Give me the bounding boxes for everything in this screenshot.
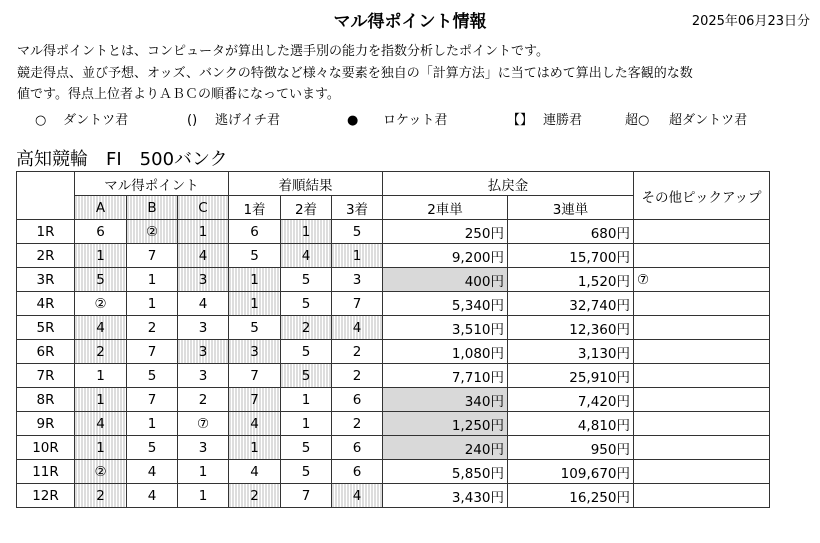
legend-label: 逃げイチ君 <box>215 113 281 128</box>
point-cell: 1 <box>75 364 127 388</box>
page-title: マル得ポイント情報 <box>333 12 487 32</box>
col-header-third: 3着 <box>332 196 383 220</box>
trifecta-payout-cell: 950円 <box>508 436 634 460</box>
finish-cell: 3 <box>229 340 281 364</box>
race-cell: 8R <box>17 388 75 412</box>
race-cell: 10R <box>17 436 75 460</box>
trifecta-payout-cell: 1,520円 <box>508 268 634 292</box>
table-row <box>17 292 770 316</box>
finish-cell: 4 <box>332 316 383 340</box>
point-cell: 1 <box>127 412 178 436</box>
exacta-payout-cell: 7,710円 <box>383 364 508 388</box>
finish-cell: 7 <box>229 364 281 388</box>
finish-cell: 2 <box>332 412 383 436</box>
pickup-cell <box>634 244 770 268</box>
exacta-payout-cell: 1,250円 <box>383 412 508 436</box>
col-header-trifecta: 3連単 <box>508 196 634 220</box>
pickup-cell: ⑦ <box>634 268 770 292</box>
race-cell: 11R <box>17 460 75 484</box>
col-header-second: 2着 <box>281 196 332 220</box>
finish-cell: 2 <box>281 316 332 340</box>
legend-label: ロケット君 <box>383 113 448 128</box>
table-row <box>17 484 770 508</box>
race-cell: 9R <box>17 412 75 436</box>
finish-cell: 3 <box>332 268 383 292</box>
race-cell: 12R <box>17 484 75 508</box>
legend-item-dantotsu <box>35 109 187 128</box>
exacta-payout-cell: 250円 <box>383 220 508 244</box>
finish-cell: 1 <box>229 436 281 460</box>
point-cell: 1 <box>178 484 229 508</box>
finish-cell: 7 <box>229 388 281 412</box>
point-cell: ② <box>127 220 178 244</box>
pickup-header: その他ピックアップ <box>634 172 770 220</box>
finish-cell: 6 <box>332 388 383 412</box>
report-date: 2025年06月23日分 <box>691 14 810 29</box>
results-table <box>16 171 770 508</box>
point-cell: 4 <box>178 292 229 316</box>
point-cell: 3 <box>178 316 229 340</box>
legend-item-rocket <box>347 109 507 128</box>
finish-cell: 5 <box>229 244 281 268</box>
point-cell: ② <box>75 460 127 484</box>
point-cell: 5 <box>75 268 127 292</box>
table-row <box>17 244 770 268</box>
legend-label: 超ダントツ君 <box>669 113 748 128</box>
pickup-cell <box>634 460 770 484</box>
point-cell: 4 <box>178 244 229 268</box>
exacta-payout-cell: 5,850円 <box>383 460 508 484</box>
finish-cell: 2 <box>332 340 383 364</box>
pickup-cell <box>634 364 770 388</box>
finish-cell: 1 <box>281 412 332 436</box>
point-cell: 7 <box>127 388 178 412</box>
point-cell: 1 <box>178 220 229 244</box>
finish-cell: 1 <box>332 244 383 268</box>
trifecta-payout-cell: 7,420円 <box>508 388 634 412</box>
finish-cell: 5 <box>281 436 332 460</box>
finish-cell: 5 <box>229 316 281 340</box>
parentheses-icon: () <box>187 113 198 128</box>
point-cell: 4 <box>75 316 127 340</box>
point-cell: 4 <box>127 484 178 508</box>
point-cell: ⑦ <box>178 412 229 436</box>
finish-cell: 5 <box>281 292 332 316</box>
finish-cell: 1 <box>229 268 281 292</box>
point-cell: 1 <box>178 460 229 484</box>
point-cell: 2 <box>75 484 127 508</box>
point-cell: 3 <box>178 268 229 292</box>
circle-icon: ○ <box>35 113 47 128</box>
trifecta-payout-cell: 16,250円 <box>508 484 634 508</box>
venue-title: 高知競輪 FI 500バンク <box>16 149 228 170</box>
point-cell: 7 <box>127 244 178 268</box>
point-cell: ② <box>75 292 127 316</box>
finish-cell: 4 <box>229 460 281 484</box>
point-cell: 6 <box>75 220 127 244</box>
col-header-c: C <box>178 196 229 220</box>
point-cell: 5 <box>127 364 178 388</box>
race-cell: 5R <box>17 316 75 340</box>
point-cell: 1 <box>75 436 127 460</box>
legend-item-nige <box>187 109 347 128</box>
description <box>17 41 817 106</box>
trifecta-payout-cell: 25,910円 <box>508 364 634 388</box>
description-line: 値です。得点上位者よりＡＢＣの順番になっています。 <box>17 87 340 102</box>
finish-cell: 1 <box>281 220 332 244</box>
finish-cell: 5 <box>281 340 332 364</box>
point-cell: 5 <box>127 436 178 460</box>
payout-header: 払戻金 <box>383 172 634 196</box>
col-header-exacta: 2車単 <box>383 196 508 220</box>
exacta-payout-cell: 3,510円 <box>383 316 508 340</box>
race-cell: 4R <box>17 292 75 316</box>
legend-label: 連勝君 <box>543 113 583 128</box>
point-cell: 7 <box>127 340 178 364</box>
point-cell: 2 <box>127 316 178 340</box>
legend-item-rensho <box>507 109 625 128</box>
point-cell: 2 <box>178 388 229 412</box>
trifecta-payout-cell: 3,130円 <box>508 340 634 364</box>
table-row <box>17 364 770 388</box>
exacta-payout-cell: 3,430円 <box>383 484 508 508</box>
trifecta-payout-cell: 4,810円 <box>508 412 634 436</box>
table-row <box>17 220 770 244</box>
finish-cell: 5 <box>332 220 383 244</box>
finish-cell: 4 <box>332 484 383 508</box>
finish-cell: 4 <box>281 244 332 268</box>
filled-circle-icon: ● <box>347 113 359 128</box>
pickup-cell <box>634 220 770 244</box>
table-row <box>17 316 770 340</box>
description-line: 競走得点、並び予想、オッズ、バンクの特徴など様々な要素を独自の「計算方法」に当てはめて算出した客観的な数 <box>17 65 693 81</box>
race-header <box>17 172 75 220</box>
pickup-cell <box>634 412 770 436</box>
trifecta-payout-cell: 680円 <box>508 220 634 244</box>
race-cell: 3R <box>17 268 75 292</box>
exacta-payout-cell: 5,340円 <box>383 292 508 316</box>
finish-cell: 1 <box>229 292 281 316</box>
pickup-cell <box>634 388 770 412</box>
table-row <box>17 268 770 292</box>
table-row <box>17 388 770 412</box>
point-cell: 3 <box>178 436 229 460</box>
pickup-cell <box>634 340 770 364</box>
point-cell: 1 <box>75 244 127 268</box>
pickup-cell <box>634 436 770 460</box>
point-cell: 4 <box>75 412 127 436</box>
finish-cell: 5 <box>281 460 332 484</box>
pickup-cell <box>634 484 770 508</box>
col-header-b: B <box>127 196 178 220</box>
pickup-cell <box>634 292 770 316</box>
finish-cell: 7 <box>281 484 332 508</box>
finish-cell: 7 <box>332 292 383 316</box>
finish-cell: 1 <box>281 388 332 412</box>
pickup-cell <box>634 316 770 340</box>
legend-item-super <box>625 109 747 128</box>
point-cell: 4 <box>127 460 178 484</box>
exacta-payout-cell: 9,200円 <box>383 244 508 268</box>
description-line: マル得ポイントとは、コンピュータが算出した選手別の能力を指数分析したポイントです。 <box>17 44 549 59</box>
finish-cell: 2 <box>229 484 281 508</box>
finish-cell: 6 <box>332 436 383 460</box>
col-header-a: A <box>75 196 127 220</box>
finish-cell: 2 <box>332 364 383 388</box>
point-cell: 3 <box>178 364 229 388</box>
trifecta-payout-cell: 12,360円 <box>508 316 634 340</box>
legend <box>35 109 747 128</box>
table-row <box>17 412 770 436</box>
exacta-payout-cell: 400円 <box>383 268 508 292</box>
exacta-payout-cell: 340円 <box>383 388 508 412</box>
race-cell: 2R <box>17 244 75 268</box>
super-circle-icon: 超○ <box>625 113 650 128</box>
table-row <box>17 340 770 364</box>
col-header-first: 1着 <box>229 196 281 220</box>
trifecta-payout-cell: 109,670円 <box>508 460 634 484</box>
trifecta-payout-cell: 32,740円 <box>508 292 634 316</box>
exacta-payout-cell: 1,080円 <box>383 340 508 364</box>
brackets-icon: 【】 <box>507 113 534 128</box>
points-header: マル得ポイント <box>75 172 229 196</box>
legend-label: ダントツ君 <box>63 113 129 128</box>
point-cell: 1 <box>75 388 127 412</box>
trifecta-payout-cell: 15,700円 <box>508 244 634 268</box>
point-cell: 2 <box>75 340 127 364</box>
point-cell: 1 <box>127 292 178 316</box>
race-cell: 7R <box>17 364 75 388</box>
finish-cell: 5 <box>281 364 332 388</box>
race-cell: 6R <box>17 340 75 364</box>
point-cell: 3 <box>178 340 229 364</box>
table-row <box>17 436 770 460</box>
finish-cell: 4 <box>229 412 281 436</box>
finish-cell: 6 <box>332 460 383 484</box>
race-cell: 1R <box>17 220 75 244</box>
exacta-payout-cell: 240円 <box>383 436 508 460</box>
table-row <box>17 460 770 484</box>
point-cell: 1 <box>127 268 178 292</box>
finish-cell: 5 <box>281 268 332 292</box>
results-header: 着順結果 <box>229 172 383 196</box>
finish-cell: 6 <box>229 220 281 244</box>
